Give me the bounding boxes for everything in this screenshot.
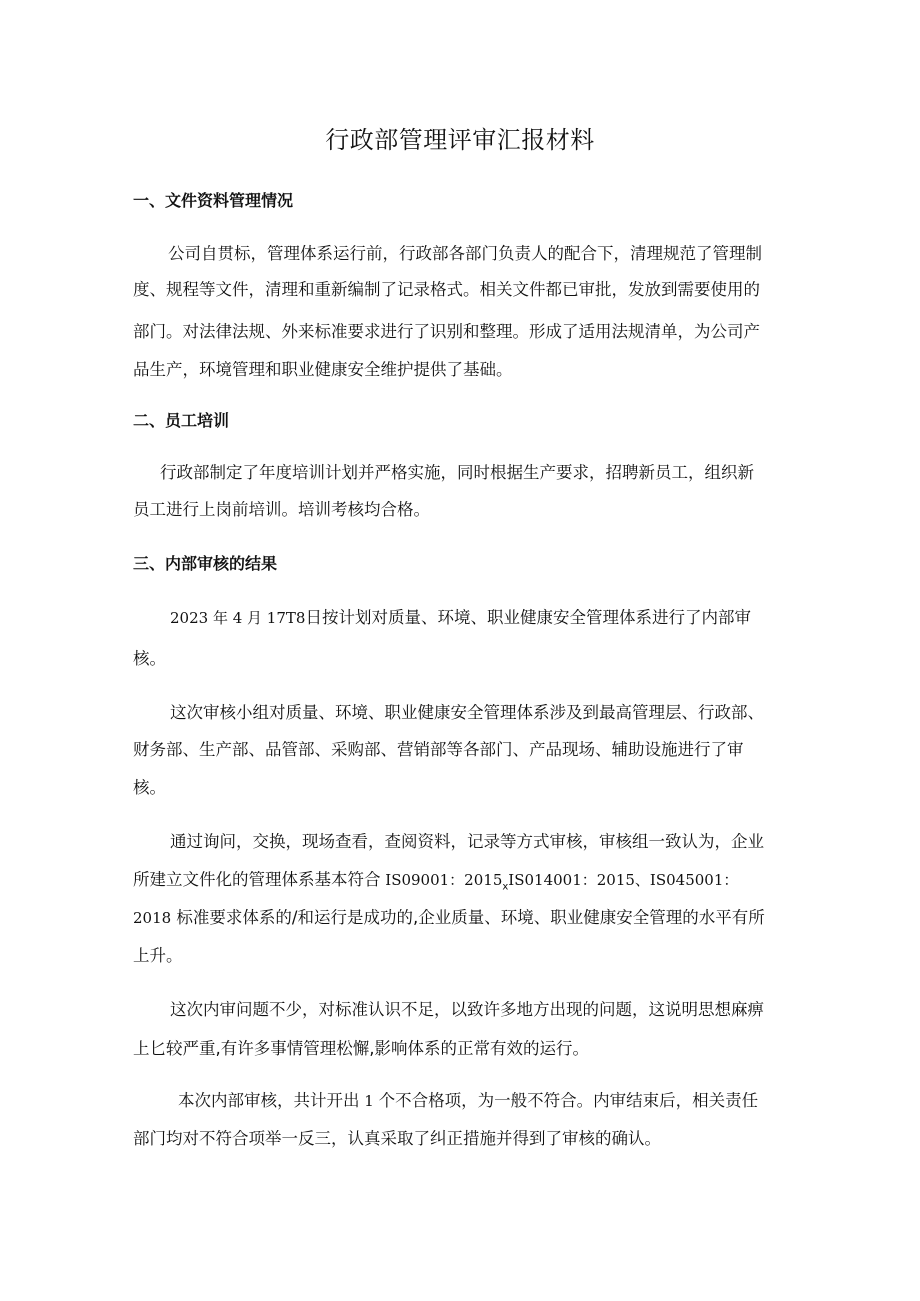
section-heading-internal-audit: 三、内部审核的结果 bbox=[133, 554, 278, 573]
paragraph-line: 上匕较严重,有许多事情管理松懈,影响体系的正常有效的运行。 bbox=[133, 1039, 589, 1058]
paragraph-line: 部门。对法律法规、外来标准要求进行了识别和整理。形成了适用法规清单，为公司产 bbox=[133, 322, 760, 341]
paragraph-line: 公司自贯标，管理体系运行前，行政部各部门负责人的配合下，清理规范了管理制 bbox=[168, 244, 762, 263]
paragraph-line: 核。 bbox=[133, 778, 166, 797]
paragraph-line: 财务部、生产部、品管部、采购部、营销部等各部门、产品现场、辅助设施进行了审 bbox=[133, 740, 744, 759]
paragraph-line: 核。 bbox=[133, 649, 166, 668]
section-heading-training: 二、员工培训 bbox=[133, 411, 230, 430]
paragraph-line: 2018 标准要求体系的/和运行是成功的,企业质量、环境、职业健康安全管理的水平有所 bbox=[133, 908, 765, 927]
paragraph-line: 这次内审问题不少，对标准认识不足，以致许多地方出现的问题，这说明思想麻痹 bbox=[170, 1000, 764, 1019]
standard-reference: IS014001：2015、IS045001： bbox=[508, 871, 739, 889]
paragraph-line: 本次内部审核，共计开出 1 个不合格项，为一般不符合。内审结束后，相关责任 bbox=[178, 1091, 759, 1110]
section-heading-documents: 一、文件资料管理情况 bbox=[133, 191, 294, 210]
paragraph-line: 上升。 bbox=[133, 946, 183, 965]
audit-date: 2023 年 4 月 17T8 bbox=[170, 609, 306, 627]
paragraph-line: 这次审核小组对质量、环境、职业健康安全管理体系涉及到最高管理层、行政部、 bbox=[170, 703, 764, 722]
paragraph-line: 所建立文件化的管理体系基本符合 IS09001：$2015_xIS014001$：2015、IS045001： bbox=[133, 870, 739, 893]
paragraph-line: 通过询问，交换，现场查看，查阅资料，记录等方式审核，审核组一致认为，企业 bbox=[170, 832, 764, 851]
paragraph-line: 行政部制定了年度培训计划并严格实施，同时根据生产要求，招聘新员工，组织新 bbox=[160, 463, 754, 482]
document-title: 行政部管理评审汇报材料 bbox=[325, 126, 595, 154]
paragraph-line: 品生产，环境管理和职业健康安全维护提供了基础。 bbox=[133, 360, 513, 379]
paragraph-line: 2023 年 4 月 17T8日按计划对质量、环境、职业健康安全管理体系进行了内部审 bbox=[170, 608, 751, 627]
paragraph-line: 部门均对不符合项举一反三，认真采取了纠正措施并得到了审核的确认。 bbox=[133, 1129, 661, 1148]
paragraph-line: 员工进行上岗前培训。培训考核均合格。 bbox=[133, 500, 430, 519]
paragraph-line: 度、规程等文件，清理和重新编制了记录格式。相关文件都已审批，发放到需要使用的 bbox=[133, 280, 760, 299]
standard-reference: IS09001：2015 bbox=[380, 871, 503, 889]
